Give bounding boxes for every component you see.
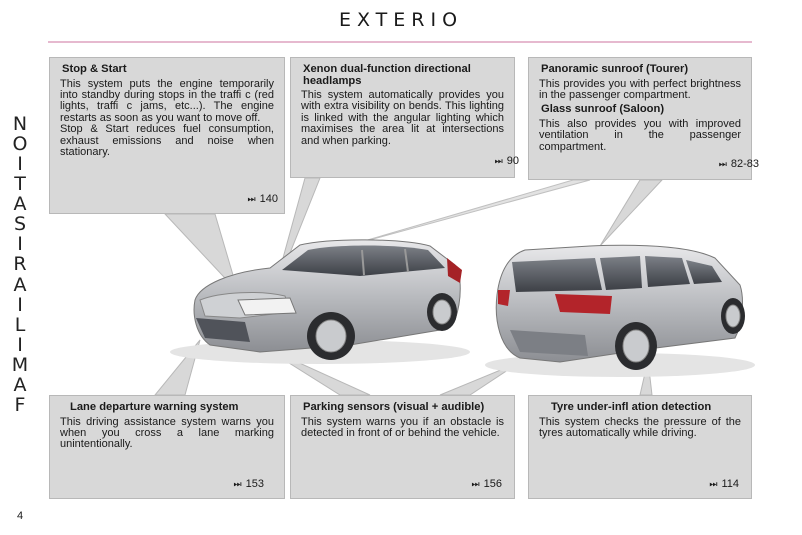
page-ref-number: 156 bbox=[483, 477, 502, 490]
sunroof-saloon-text: This also provides you with improved ventilation in the passenger compartment. bbox=[539, 117, 741, 153]
stop-start-page-ref[interactable] bbox=[248, 194, 278, 205]
side-label-letter: N bbox=[12, 113, 28, 135]
side-label-letter: A bbox=[13, 373, 27, 396]
tyre-box bbox=[528, 395, 752, 499]
sunroof-page-ref[interactable] bbox=[719, 159, 759, 170]
page-ref-icon: ⏭ bbox=[718, 158, 726, 169]
stop-start-box bbox=[49, 57, 285, 214]
page-ref-icon: ⏭ bbox=[494, 155, 502, 166]
side-label-letter: A bbox=[13, 273, 27, 296]
sunroof-tourer-title: Panoramic sunroof (Tourer) bbox=[541, 63, 689, 75]
lane-title: Lane departure warning system bbox=[70, 401, 239, 413]
xenon-box bbox=[290, 57, 519, 178]
tyre-text: This system checks the pressure of the tyres automatically while driving. bbox=[539, 415, 741, 439]
stop-start-text-1: This system puts the engine temporarily into standby during stops in the traffi c (red lights, traffi c jams, etc...). The engine restarts as soon as you want to move off. bbox=[60, 77, 274, 124]
lane-box bbox=[49, 395, 285, 499]
sunroof-saloon-title: Glass sunroof (Saloon) bbox=[541, 103, 665, 116]
side-label-letter: O bbox=[12, 133, 28, 156]
page-ref-icon: ⏭ bbox=[709, 478, 717, 489]
side-label-letter: M bbox=[11, 353, 29, 376]
page-ref-icon: ⏭ bbox=[233, 478, 241, 489]
page-number: 4 bbox=[17, 510, 24, 522]
side-label-letter: R bbox=[13, 253, 27, 276]
side-label-letter: I bbox=[17, 333, 23, 356]
side-label-letter: I bbox=[17, 293, 23, 316]
side-label-letter: F bbox=[14, 393, 26, 416]
page-ref-number: 153 bbox=[245, 477, 264, 490]
side-label-letter: L bbox=[14, 313, 26, 336]
parking-title: Parking sensors (visual + audible) bbox=[303, 401, 485, 413]
page-ref-number: 114 bbox=[721, 477, 739, 490]
xenon-title: Xenon dual-function directional headlamps bbox=[303, 63, 471, 87]
tyre-title: Tyre under-infl ation detection bbox=[551, 401, 712, 413]
parking-box bbox=[290, 395, 515, 499]
sunroof-tourer-text: This provides you with perfect brightness in the passenger compartment. bbox=[539, 77, 741, 101]
xenon-text: This system automatically provides you with extra visibility on bends. This lighting is linked with the angular lighting which maximises the area lit at intersections and when parking. bbox=[301, 89, 504, 147]
lane-page-ref[interactable] bbox=[234, 479, 264, 490]
lane-text: This driving assistance system warns you when you cross a lane marking unintentionally. bbox=[60, 415, 274, 451]
page-ref-number: 90 bbox=[506, 154, 519, 167]
page-ref-number: 82-83 bbox=[730, 157, 759, 170]
page-ref-icon: ⏭ bbox=[247, 193, 255, 204]
pointer-sunroof-saloon bbox=[340, 180, 590, 248]
side-label-letter: S bbox=[13, 213, 27, 236]
sunroof-box bbox=[528, 57, 759, 180]
page-title: EXTERIO bbox=[338, 9, 464, 31]
parking-page-ref[interactable] bbox=[472, 479, 502, 490]
side-label-letter: I bbox=[17, 233, 23, 256]
page-ref-number: 140 bbox=[259, 192, 278, 205]
stop-start-title: Stop & Start bbox=[62, 63, 127, 75]
pointer-sunroof-tourer bbox=[600, 180, 662, 246]
xenon-page-ref[interactable] bbox=[495, 156, 519, 167]
page-ref-icon: ⏭ bbox=[471, 478, 479, 489]
side-label-letter: A bbox=[13, 193, 27, 216]
tourer-car bbox=[485, 245, 755, 377]
side-label-letter: I bbox=[17, 153, 23, 176]
stop-start-text-2: Stop & Start reduces fuel consumption, exhaust emissions and noise when stationary. bbox=[60, 123, 274, 158]
parking-text: This system warns you if an obstacle is detected in front of or behind the vehicle. bbox=[301, 415, 504, 439]
tyre-page-ref[interactable] bbox=[709, 479, 739, 490]
side-label-letter: T bbox=[14, 173, 26, 196]
